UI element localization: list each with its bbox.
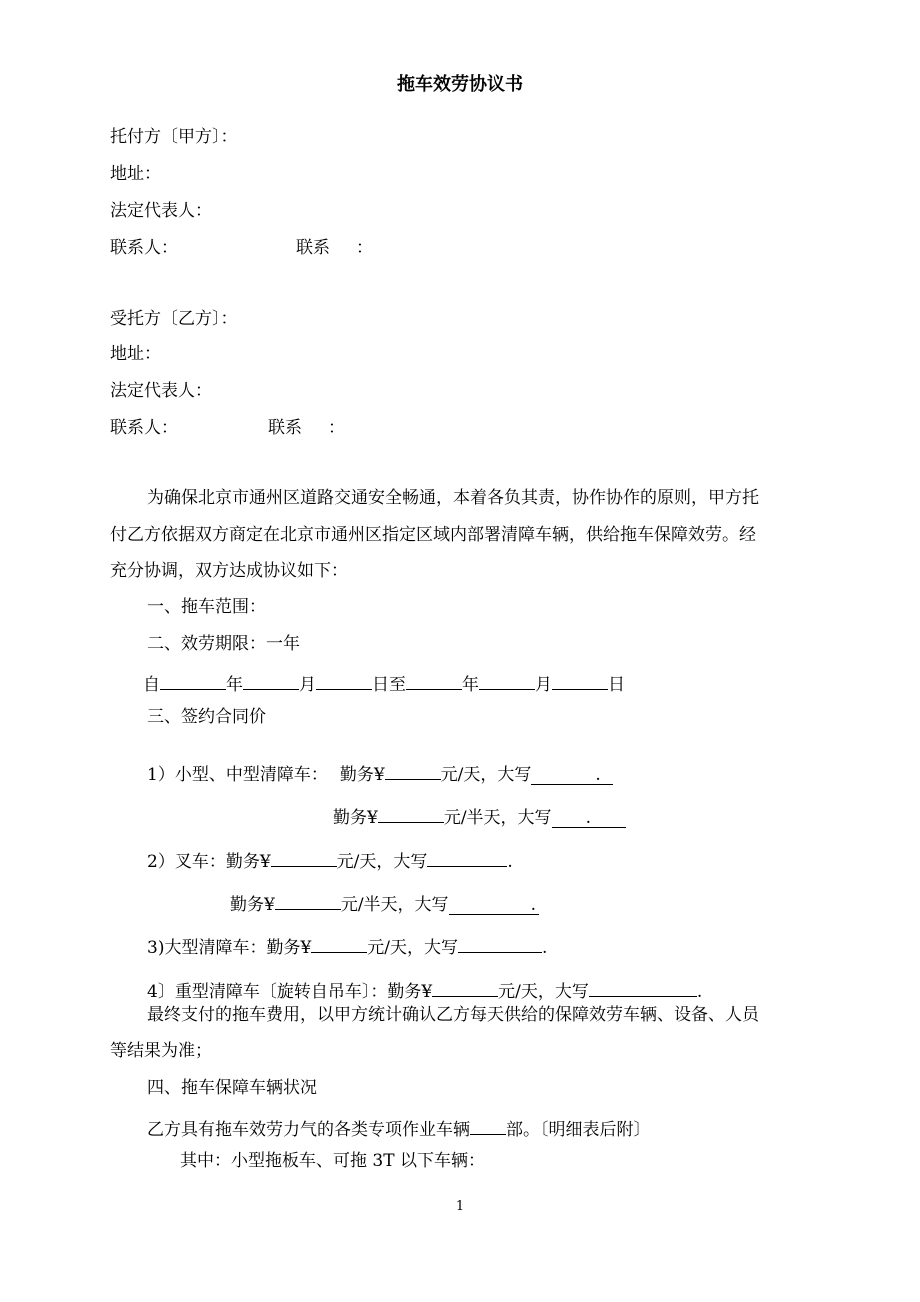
party-b-phone-label: 联系 [268,418,302,438]
blank-item4-day-words [589,979,697,997]
period-from: 自 [143,675,160,695]
blank-item1-half-words: . [552,810,626,828]
intro-line-3: 充分协调，双方达成协议如下： [110,561,348,581]
item1-duty-half: 勤务¥ [333,808,378,828]
item4-per-day: 元/天，大写 [498,982,589,1002]
period-day-to: 日至 [372,675,406,695]
blank-end-month [479,672,535,690]
item4-label: 4〕重型清障车〔旋转自吊车〕：勤务¥ [147,982,433,1002]
page-number: 1 [455,1199,465,1214]
blank-item1-day-price [385,762,441,780]
item3-per-day: 元/天，大写 [367,938,458,958]
section-scope: 一、拖车范围： [147,597,266,617]
intro-line-1: 为确保北京市通州区道路交通安全畅通，本着各负其责，协作协作的原则，甲方托 [147,488,759,508]
party-a-label: 托付方〔甲方〕： [110,127,238,147]
settlement-line-2: 等结果为准； [110,1041,212,1061]
blank-item1-half-price [378,805,444,823]
party-b-phone-colon: ： [328,418,345,438]
item1-per-halfday: 元/半天，大写 [443,808,552,828]
vehicles-text-b: 部。〔明细表后附〕 [506,1120,651,1140]
vehicles-text-a: 乙方具有拖车效劳力气的各类专项作业车辆 [147,1120,470,1140]
vehicles-line-2: 其中：小型拖板车、可拖 3T 以下车辆： [180,1151,485,1171]
blank-item3-day-price [311,935,367,953]
document-title: 拖车效劳协议书 [397,74,523,95]
blank-item2-half-price [275,892,341,910]
party-b-address-label: 地址： [110,344,161,364]
blank-item2-half-words: . [449,897,539,915]
period-day: 日 [608,675,625,695]
item4-period: . [696,982,703,1002]
vehicles-line-1 [147,1117,651,1139]
item3-label: 3)大型清障车：勤务¥ [147,938,312,958]
period-line [143,672,625,694]
item3-period: . [542,938,548,958]
section-term: 二、效劳期限：一年 [147,634,300,654]
item2-duty-half: 勤务¥ [230,895,275,915]
intro-line-2: 付乙方依据双方商定在北京市通州区指定区域内部署清障车辆，供给拖车保障效劳。经 [110,525,756,545]
party-a-contact-label: 联系人： [110,238,178,258]
price-item-2 [147,849,513,871]
settlement-line-1: 最终支付的拖车费用，以甲方统计确认乙方每天供给的保障效劳车辆、设备、人员 [147,1005,759,1025]
item1-duty: 勤务¥ [339,765,385,785]
item2-per-day: 元/天，大写 [336,852,428,872]
item2-per-halfday: 元/半天，大写 [340,895,449,915]
period-month-2: 月 [535,675,552,695]
blank-end-day [552,672,608,690]
party-b-label: 受托方〔乙方〕： [110,309,238,329]
section-vehicles: 四、拖车保障车辆状况 [147,1078,317,1098]
party-a-phone-colon: ： [356,238,373,258]
period-year-1: 年 [226,675,243,695]
price-item-1 [147,762,613,785]
blank-start-month [243,672,299,690]
blank-item4-day-price [432,979,498,997]
item2-period: . [507,852,513,872]
blank-item2-day-words [427,849,507,867]
blank-start-day [316,672,372,690]
price-item-2-halfday [230,892,539,915]
item1-label: 1）小型、中型清障车： [147,765,328,785]
price-item-3 [147,935,547,957]
item1-per-day: 元/天，大写 [440,765,532,785]
period-year-2: 年 [462,675,479,695]
price-item-1-halfday [333,805,626,828]
blank-start-year [160,672,226,690]
period-month-1: 月 [299,675,316,695]
item2-label: 2）叉车：勤务¥ [147,852,271,872]
party-a-address-label: 地址： [110,164,161,184]
blank-end-year [406,672,462,690]
price-item-4 [147,979,702,1001]
section-price: 三、签约合同价 [147,707,266,727]
party-a-phone-label: 联系 [296,238,330,258]
party-b-contact-label: 联系人： [110,418,178,438]
blank-item3-day-words [458,935,542,953]
blank-item1-day-words: . [531,767,613,785]
blank-item2-day-price [271,849,337,867]
blank-vehicle-count [470,1117,506,1135]
party-a-rep-label: 法定代表人： [110,201,212,221]
party-b-rep-label: 法定代表人： [110,381,212,401]
